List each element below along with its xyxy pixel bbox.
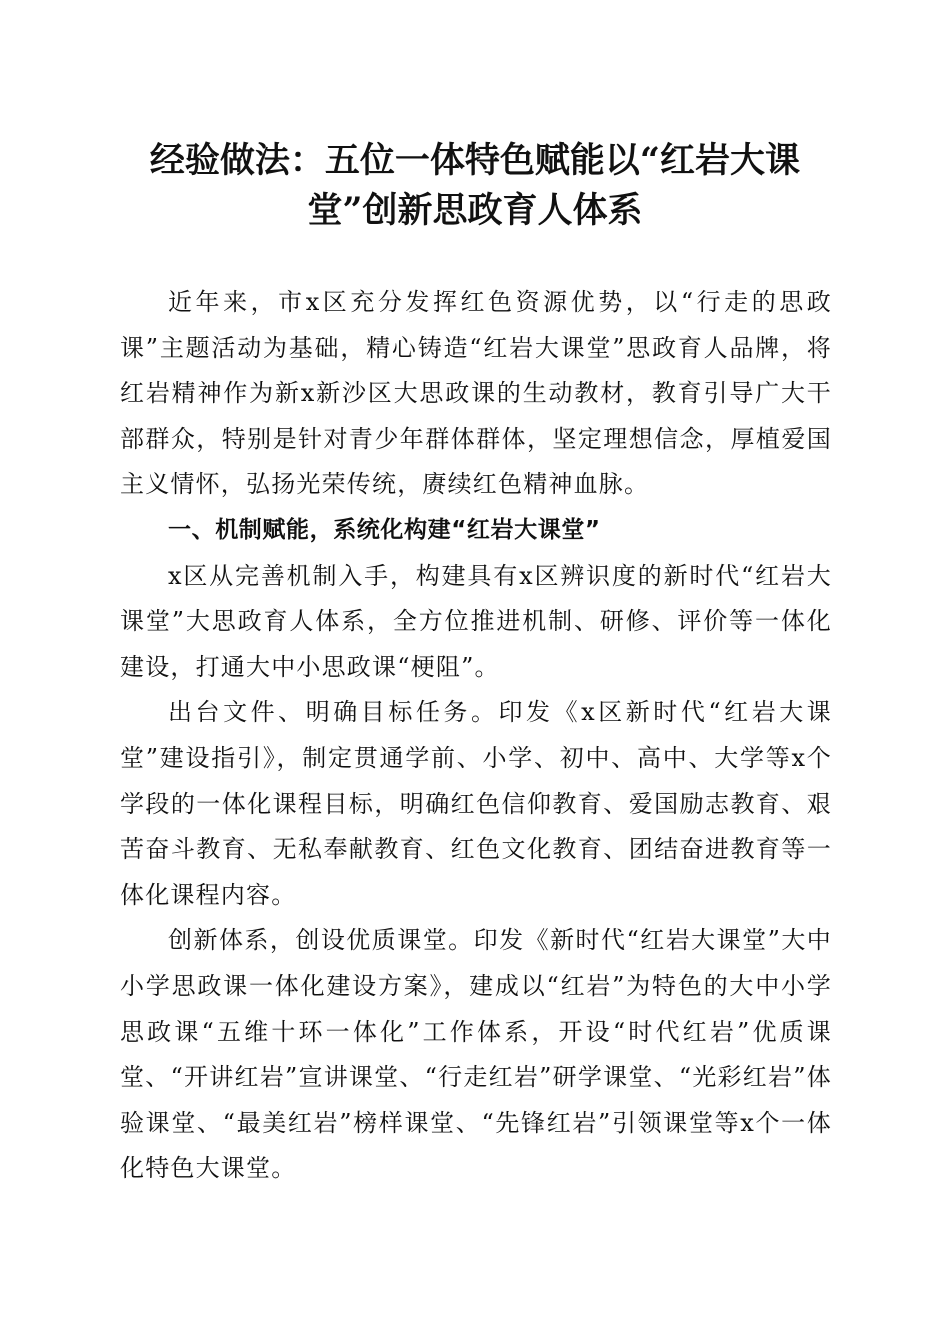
- section1-paragraph-2: 出台文件、明确目标任务。印发《x区新时代“红岩大课堂”建设指引》，制定贯通学前、小学、初中、高中、大学等x个学段的一体化课程目标，明确红色信仰教育、爱国励志教育、艰苦奋斗教育、无私奉献教育、红色文化教育、团结奋进教育等一体化课程内容。: [120, 698, 832, 909]
- section-heading-1: 一、机制赋能，系统化构建“红岩大课堂”: [168, 516, 601, 543]
- section1-paragraph-1: x区从完善机制入手，构建具有x区辨识度的新时代“红岩大课堂”大思政育人体系，全方位推进机制、研修、评价等一体化建设，打通大中小思政课“梗阻”。: [120, 561, 832, 681]
- intro-paragraph: 近年来，市x区充分发挥红色资源优势，以“行走的思政课”主题活动为基础，精心铸造“红岩大课堂”思政育人品牌，将红岩精神作为新x新沙区大思政课的生动教材，教育引导广大干部群众，特别是针对青少年群体群体，坚定理想信念，厚植爱国主义情怀，弘扬光荣传统，赓续红色精神血脉。: [120, 288, 832, 499]
- document-title: 经验做法：五位一体特色赋能以“红岩大课堂”创新思政育人体系: [149, 140, 801, 231]
- document-body: [120, 280, 832, 1192]
- section1-paragraph-3: 创新体系，创设优质课堂。印发《新时代“红岩大课堂”大中小学思政课一体化建设方案》，建成以“红岩”为特色的大中小学思政课“五维十环一体化”工作体系，开设“时代红岩”优质课堂、“开讲红岩”宣讲课堂、“行走红岩”研学课堂、“光彩红岩”体验课堂、“最美红岩”榜样课堂、“先锋红岩”引领课堂等x个一体化特色大课堂。: [120, 926, 832, 1183]
